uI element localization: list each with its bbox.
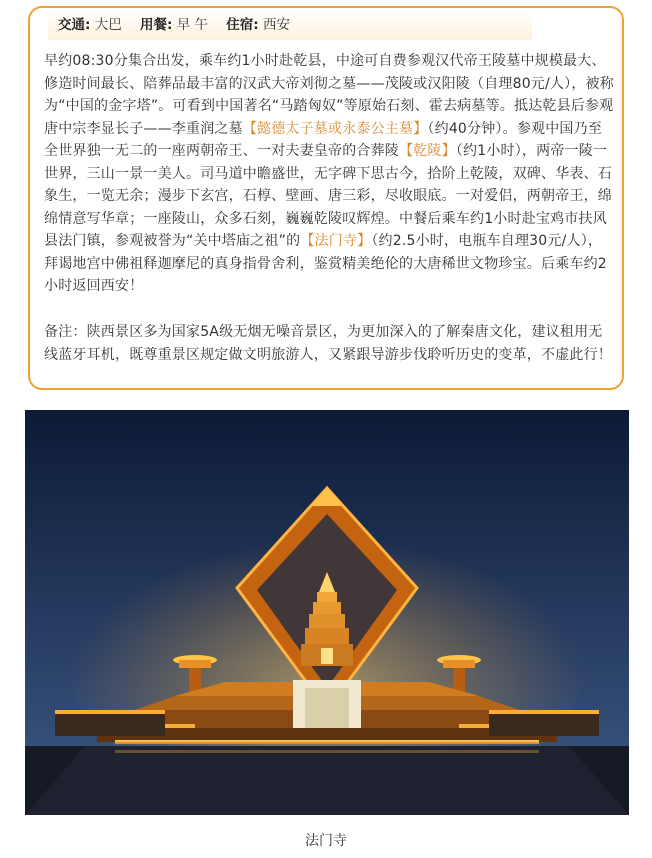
meals-label: 用餐: xyxy=(140,17,173,33)
itinerary-card xyxy=(28,6,624,390)
plaza-reflection xyxy=(25,746,629,815)
info-bar xyxy=(48,10,532,40)
lodging-value: 西安 xyxy=(263,17,290,33)
famen-temple-photo xyxy=(25,410,629,815)
itinerary-text: （约1小时），两帝一陵一世界，三山一景一美人。司马道中瞻盛世，无字碑下思古今，拾阶上乾陵，双碑、华表、石象生，一览无余；漫步下玄宫，石椁、壁画、唐三彩，尽收眼底。一对爱侣，两朝帝王，绵绵情意写华章；一座陵山，众多石刻，巍巍乾陵叹辉煌。中餐后乘车约1小时赴宝鸡市扶风县法门镇，参观被誉为“关中塔庙之祖”的 xyxy=(44,143,612,249)
itinerary-text: 早约08:30分集合出发，乘车约1小时赴乾县，中途可自费参观汉代帝王陵墓中规模最大、修造时间最长、陪葬品最丰富的汉武大帝刘彻之墓——茂陵或汉阳陵（自理80元/人），被称为“中国的金字塔”。可看到中国著名“马踏匈奴”等原始石刻、霍去病墓等。抵达乾县后参观唐中宗李显长子——李重润之墓 xyxy=(44,53,614,137)
light-reflection xyxy=(115,750,539,753)
transport-value: 大巴 xyxy=(94,17,122,33)
transport-label: 交通: xyxy=(58,17,91,33)
meals-value: 早 午 xyxy=(176,17,208,33)
lodging-label: 住宿: xyxy=(226,17,259,33)
attraction-link-qianling[interactable]: 【乾陵】 xyxy=(399,143,456,159)
itinerary-text: （约2.5小时，电瓶车自理30元/人），拜谒地宫中佛祖释迦摩尼的真身指骨舍利，鉴赏精美绝伦的大唐稀世文物珍宝。后乘车约2小时返回西安！ xyxy=(44,233,607,294)
right-colonnade xyxy=(489,710,599,736)
left-colonnade xyxy=(55,710,165,736)
itinerary-text: （约40分钟）。参观中国乃至全世界独一无二的一座两朝帝王、一对夫妻皇帝的合葬陵 xyxy=(44,120,603,159)
note-paragraph: 备注：陕西景区多为国家5A级无烟无噪音景区，为更加深入的了解秦唐文化，建议租用无线蓝牙耳机，既尊重景区规定做文明旅游人，又紧跟导游步伐聆听历史的变革，不虚此行！ xyxy=(44,324,612,363)
itinerary-description xyxy=(44,50,616,298)
photo-caption: 法门寺 xyxy=(305,833,347,849)
attraction-link-famen-temple[interactable]: 【法门寺】 xyxy=(300,233,372,249)
temple-illustration xyxy=(25,410,629,815)
attraction-link-yide-tomb[interactable]: 【懿德太子墓或永泰公主墓】 xyxy=(242,120,428,137)
